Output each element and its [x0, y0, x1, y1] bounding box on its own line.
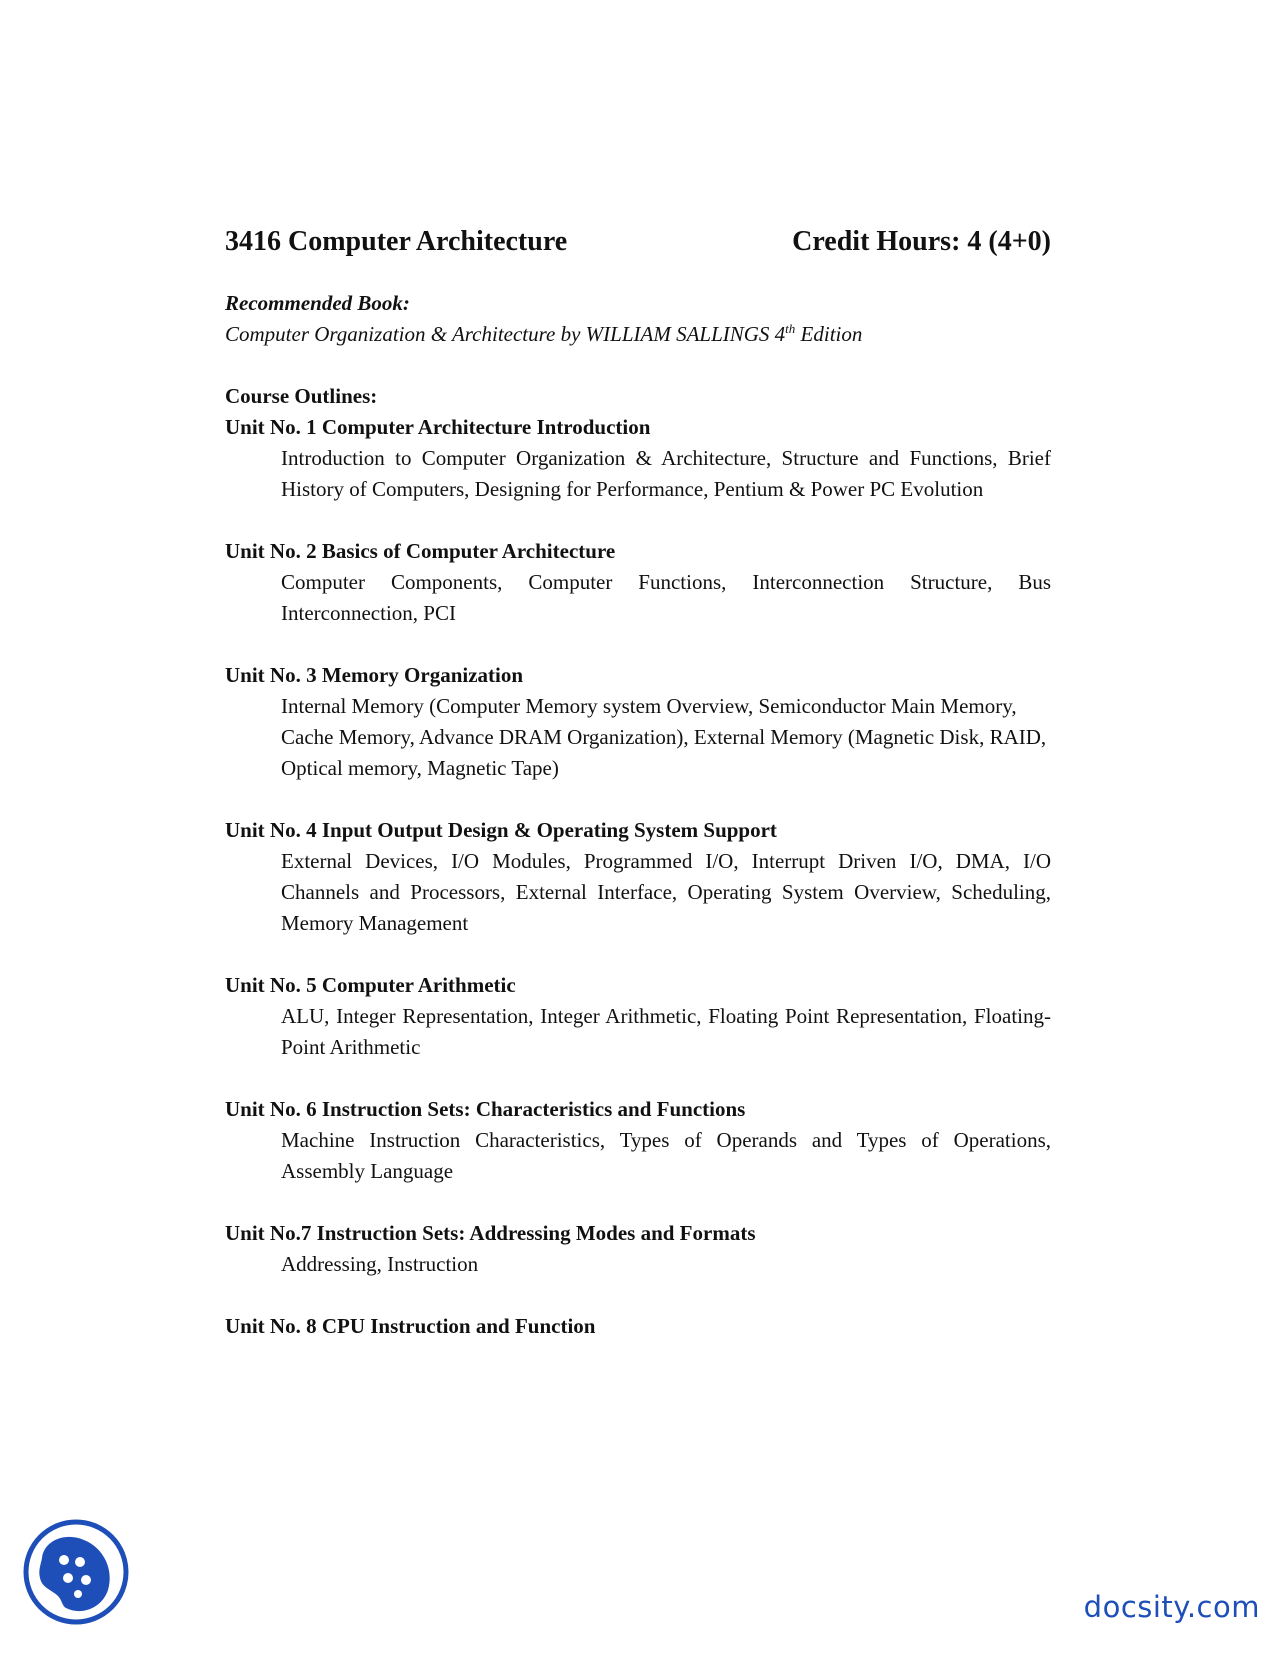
unit-title: Unit No. 4 Input Output Design & Operating System Support [225, 818, 777, 842]
docsity-brand-link[interactable]: docsity.com [1083, 1590, 1260, 1624]
book-text-after: Edition [795, 322, 863, 346]
course-outlines-label: Course Outlines: [225, 384, 378, 408]
unit-title: Unit No. 1 Computer Architecture Introduction [225, 415, 651, 439]
title-row [225, 222, 1051, 262]
recommended-book [225, 288, 1051, 350]
docsity-logo-icon[interactable] [22, 1518, 130, 1626]
unit-body: ALU, Integer Representation, Integer Arithmetic, Floating Point Representation, Floating-Point Arithmetic [281, 1004, 1051, 1059]
book-text: Computer Organization & Architecture by WILLIAM SALLINGS 4 [225, 322, 786, 346]
unit-title: Unit No. 3 Memory Organization [225, 663, 524, 687]
unit-title: Unit No.7 Instruction Sets: Addressing Modes and Formats [225, 1221, 756, 1245]
unit-body: External Devices, I/O Modules, Programmed I/O, Interrupt Driven I/O, DMA, I/O Channels and Processors, External Interface, Operating System Overview, Scheduling, Memory Management [281, 849, 1051, 935]
unit-body: Internal Memory (Computer Memory system Overview, Semiconductor Main Memory, Cache Memory, Advance DRAM Organization), External Memory (Magnetic Disk, RAID, Optical memory, Magnetic Tape) [281, 694, 1047, 780]
unit-title: Unit No. 2 Basics of Computer Architecture [225, 539, 616, 563]
unit-6 [225, 1094, 1051, 1187]
unit-body: Introduction to Computer Organization & Architecture, Structure and Functions, Brief History of Computers, Designing for Performance, Pentium & Power PC Evolution [281, 446, 1051, 501]
book-citation [225, 319, 1051, 350]
unit-2 [225, 536, 1051, 629]
document-page [225, 222, 1051, 1373]
unit-7 [225, 1218, 1051, 1280]
book-edition-suffix: th [785, 321, 796, 336]
unit-body: Machine Instruction Characteristics, Types of Operands and Types of Operations, Assembly Language [281, 1128, 1051, 1183]
unit-5 [225, 970, 1051, 1063]
unit-body: Computer Components, Computer Functions, Interconnection Structure, Bus Interconnection, PCI [281, 570, 1051, 625]
course-title: 3416 Computer Architecture [225, 226, 568, 257]
unit-3 [225, 660, 1051, 784]
credit-hours: Credit Hours: 4 (4+0) [792, 226, 1051, 257]
unit-8 [225, 1311, 1051, 1342]
unit-title: Unit No. 5 Computer Arithmetic [225, 973, 516, 997]
unit-1 [225, 412, 1051, 505]
unit-title: Unit No. 6 Instruction Sets: Characteristics and Functions [225, 1097, 746, 1121]
unit-title: Unit No. 8 CPU Instruction and Function [225, 1314, 596, 1338]
unit-4 [225, 815, 1051, 939]
unit-body: Addressing, Instruction [281, 1252, 479, 1276]
book-label: Recommended Book: [225, 291, 410, 315]
